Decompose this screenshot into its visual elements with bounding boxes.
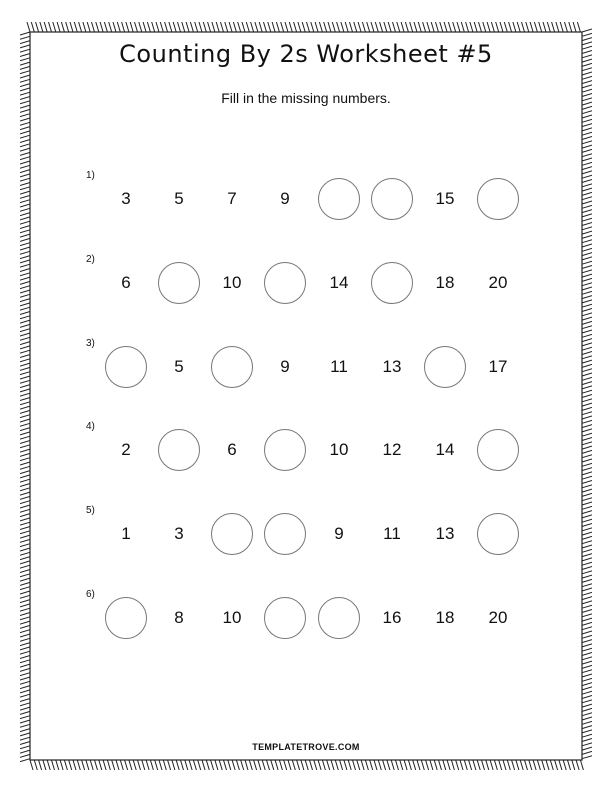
sequence-number: 7 <box>227 189 237 208</box>
blank-circle[interactable] <box>477 429 519 471</box>
answer-blank[interactable] <box>154 425 204 475</box>
answer-blank[interactable] <box>314 174 364 224</box>
sequence-number: 6 <box>121 273 131 292</box>
blank-circle[interactable] <box>105 597 147 639</box>
blank-circle[interactable] <box>264 597 306 639</box>
problem-row <box>0 505 612 559</box>
decorative-border <box>20 22 592 770</box>
blank-circle[interactable] <box>477 178 519 220</box>
answer-blank[interactable] <box>260 509 310 559</box>
answer-blank[interactable] <box>260 593 310 643</box>
sequence-number: 13 <box>435 524 455 543</box>
sequence-number: 14 <box>329 273 349 292</box>
sequence-number: 11 <box>383 524 401 543</box>
worksheet-title: Counting By 2s Worksheet #5 <box>119 40 493 68</box>
blank-circle[interactable] <box>318 597 360 639</box>
blank-circle[interactable] <box>318 178 360 220</box>
blank-circle[interactable] <box>105 346 147 388</box>
sequence-number: 2 <box>121 440 131 459</box>
blank-circle[interactable] <box>158 429 200 471</box>
problem-number: 3) <box>86 338 95 349</box>
problem-number: 4) <box>86 421 95 432</box>
sequence-number: 8 <box>174 608 184 627</box>
blank-circle[interactable] <box>158 262 200 304</box>
answer-blank[interactable] <box>260 425 310 475</box>
sequence-number: 10 <box>329 440 349 459</box>
sequence-number: 3 <box>174 524 184 543</box>
problem-number: 5) <box>86 505 95 516</box>
answer-blank[interactable] <box>207 342 257 392</box>
sequence-number: 10 <box>222 608 242 627</box>
blank-circle[interactable] <box>211 346 253 388</box>
sequence-number: 12 <box>382 440 402 459</box>
problem-number: 1) <box>86 170 95 181</box>
sequence-number: 17 <box>488 357 508 376</box>
problem-number: 2) <box>86 254 95 265</box>
sequence-number: 18 <box>435 273 455 292</box>
sequence-number: 3 <box>121 189 131 208</box>
sequence-number: 5 <box>174 189 184 208</box>
sequence-number: 1 <box>121 524 131 543</box>
answer-blank[interactable] <box>367 174 417 224</box>
blank-circle[interactable] <box>211 513 253 555</box>
sequence-number: 9 <box>280 189 290 208</box>
sequence-number: 14 <box>435 440 455 459</box>
blank-circle[interactable] <box>424 346 466 388</box>
blank-circle[interactable] <box>477 513 519 555</box>
instructions: Fill in the missing numbers. <box>221 90 391 106</box>
blank-circle[interactable] <box>371 262 413 304</box>
answer-blank[interactable] <box>473 425 523 475</box>
sequence-number: 6 <box>227 440 237 459</box>
sequence-number: 13 <box>382 357 402 376</box>
sequence-number: 9 <box>334 524 344 543</box>
answer-blank[interactable] <box>473 509 523 559</box>
problem-row <box>0 254 612 308</box>
blank-circle[interactable] <box>264 262 306 304</box>
sequence-number: 10 <box>222 273 242 292</box>
blank-circle[interactable] <box>264 429 306 471</box>
answer-blank[interactable] <box>314 593 364 643</box>
answer-blank[interactable] <box>473 174 523 224</box>
sequence-number: 11 <box>330 357 348 376</box>
sequence-number: 20 <box>488 608 508 627</box>
answer-blank[interactable] <box>367 258 417 308</box>
answer-blank[interactable] <box>207 509 257 559</box>
answer-blank[interactable] <box>101 342 151 392</box>
sequence-number: 5 <box>174 357 184 376</box>
answer-blank[interactable] <box>420 342 470 392</box>
blank-circle[interactable] <box>371 178 413 220</box>
answer-blank[interactable] <box>101 593 151 643</box>
sequence-number: 20 <box>488 273 508 292</box>
problem-row <box>0 338 612 392</box>
problem-row <box>0 589 612 643</box>
sequence-number: 16 <box>382 608 402 627</box>
footer-brand: TEMPLATETROVE.COM <box>252 742 360 752</box>
problem-row <box>0 170 612 224</box>
answer-blank[interactable] <box>154 258 204 308</box>
problem-row <box>0 421 612 475</box>
blank-circle[interactable] <box>264 513 306 555</box>
sequence-number: 15 <box>435 189 455 208</box>
sequence-number: 18 <box>435 608 455 627</box>
problem-number: 6) <box>86 589 95 600</box>
answer-blank[interactable] <box>260 258 310 308</box>
sequence-number: 9 <box>280 357 290 376</box>
